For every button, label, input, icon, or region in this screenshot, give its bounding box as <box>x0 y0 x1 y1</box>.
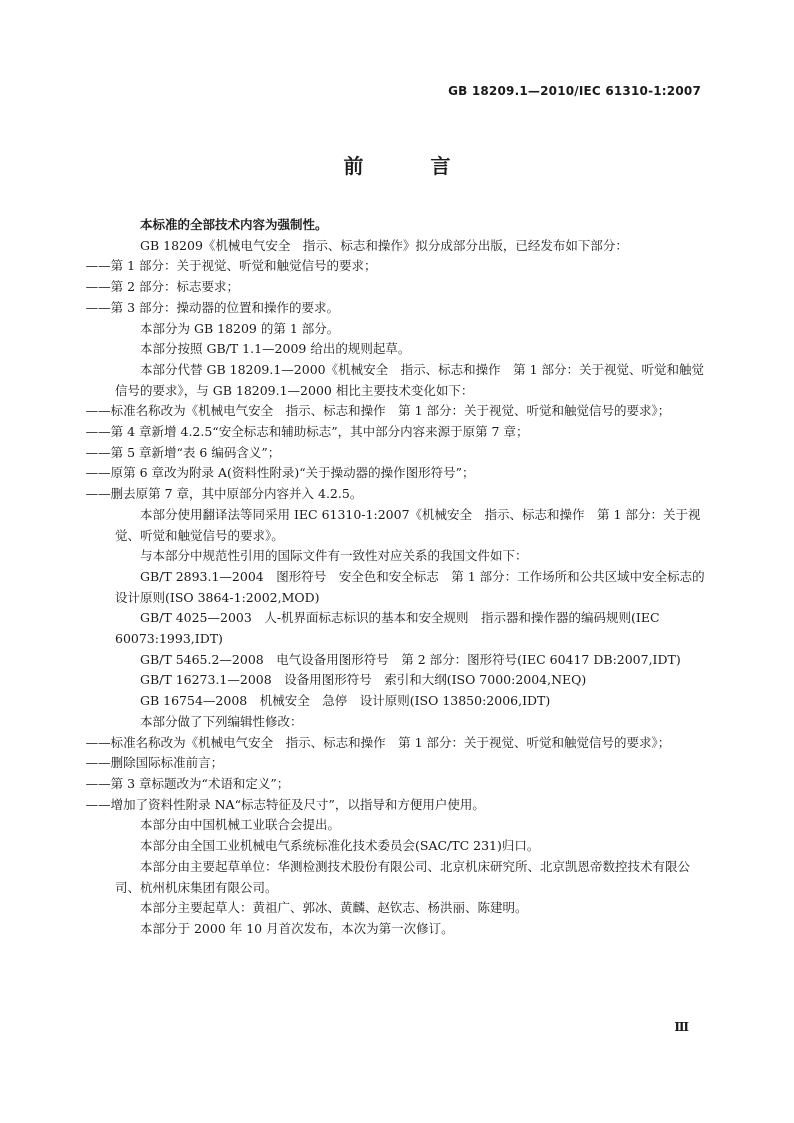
paragraph: 本部分由全国工业机械电气系统标准化技术委员会(SAC/TC 231)归口。 <box>140 838 540 854</box>
foreword-body <box>110 215 707 940</box>
list-item: —— 第 2 部分：标志要求； <box>115 277 707 298</box>
reference-entry: GB/T 5465.2—2008 电气设备用图形符号 第 2 部分：图形符号(IEC 60417 DB:2007,IDT) <box>140 651 681 667</box>
paragraph: 本部分按照 GB/T 1.1—2009 给出的规则起草。 <box>140 341 411 357</box>
paragraph: 本部分主要起草人：黄祖广、郭冰、黄麟、赵钦志、杨洪丽、陈建明。 <box>140 900 528 916</box>
list-item: —— 原第 6 章改为附录 A(资料性附录)“关于操动器的操作图形符号”； <box>115 463 707 484</box>
reference-entry: GB/T 4025—2003 人-机界面标志标识的基本和安全规则 指示器和操作器的编码规则(IEC 60073:1993,IDT) <box>115 610 660 647</box>
paragraph: 本部分由主要起草单位：华测检测技术股份有限公司、北京机床研究所、北京凯恩帝数控技术有限公司、杭州机床集团有限公司。 <box>115 858 691 895</box>
paragraph: 本部分由中国机械工业联合会提出。 <box>140 817 341 833</box>
paragraph: 本部分为 GB 18209 的第 1 部分。 <box>140 320 340 336</box>
list-item: —— 增加了资料性附录 NA“标志特征及尺寸”，以指导和方便用户使用。 <box>115 795 707 816</box>
page-title: 前 言 <box>343 154 481 178</box>
list-item: —— 标准名称改为《机械电气安全 指示、标志和操作 第 1 部分：关于视觉、听觉和触觉信号的要求》； <box>115 733 707 754</box>
list-item: —— 删去原第 7 章，其中原部分内容并入 4.2.5。 <box>115 484 707 505</box>
mandatory-statement: 本标准的全部技术内容为强制性。 <box>140 217 328 232</box>
standard-number: GB 18209.1—2010/IEC 61310-1:2007 <box>448 84 701 98</box>
paragraph: 本部分于 2000 年 10 月首次发布，本次为第一次修订。 <box>140 920 454 936</box>
paragraph: 本部分使用翻译法等同采用 IEC 61310-1:2007《机械安全 指示、标志和操作 第 1 部分：关于视觉、听觉和触觉信号的要求》。 <box>115 506 701 543</box>
list-item: —— 第 5 章新增“表 6 编码含义”； <box>115 443 707 464</box>
list-item: —— 删除国际标准前言； <box>115 753 707 774</box>
list-item: —— 标准名称改为《机械电气安全 指示、标志和操作 第 1 部分：关于视觉、听觉和触觉信号的要求》； <box>115 401 707 422</box>
list-item: —— 第 3 部分：操动器的位置和操作的要求。 <box>115 298 707 319</box>
reference-entry: GB/T 16273.1—2008 设备用图形符号 索引和大纲(ISO 7000:2004,NEQ) <box>140 672 587 688</box>
paragraph: 本部分代替 GB 18209.1—2000《机械安全 指示、标志和操作 第 1 部分：关于视觉、听觉和触觉信号的要求》，与 GB 18209.1—2000 相比主要技术变化如下： <box>115 361 705 398</box>
paragraph: GB 18209《机械电气安全 指示、标志和操作》拟分成部分出版，已经发布如下部分： <box>140 237 628 253</box>
page-number: Ⅲ <box>674 1020 688 1034</box>
list-item: —— 第 4 章新增 4.2.5“安全标志和辅助标志”，其中部分内容来源于原第 7 章； <box>115 422 707 443</box>
list-item: —— 第 1 部分：关于视觉、听觉和触觉信号的要求； <box>115 256 707 277</box>
paragraph: 与本部分中规范性引用的国际文件有一致性对应关系的我国文件如下： <box>140 548 528 564</box>
reference-entry: GB/T 2893.1—2004 图形符号 安全色和安全标志 第 1 部分：工作场所和公共区域中安全标志的设计原则(ISO 3864-1:2002,MOD) <box>115 568 705 605</box>
reference-entry: GB 16754—2008 机械安全 急停 设计原则(ISO 13850:2006,IDT) <box>140 693 551 709</box>
paragraph: 本部分做了下列编辑性修改： <box>140 713 303 729</box>
list-item: —— 第 3 章标题改为“术语和定义”； <box>115 774 707 795</box>
